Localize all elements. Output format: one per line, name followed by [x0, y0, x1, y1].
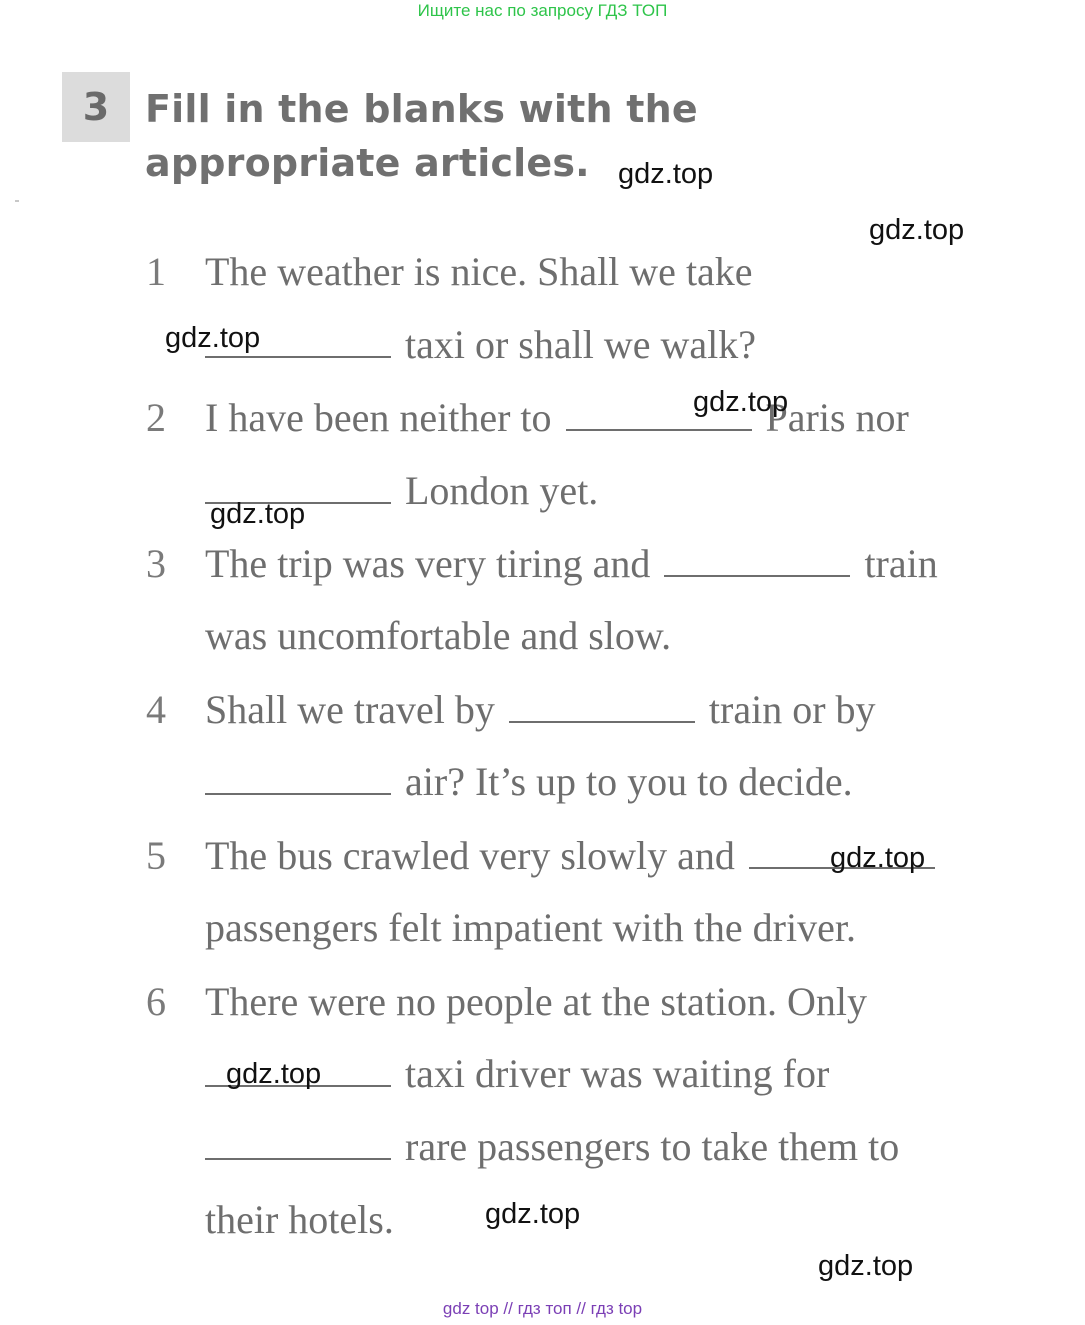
item-6-line-4: their hotels. — [205, 1197, 394, 1242]
item-4-text-before: Shall we travel by — [205, 687, 495, 732]
item-5-number: 5 — [146, 833, 166, 878]
item-6-line-1: There were no people at the station. Only — [205, 979, 867, 1024]
blank-4a[interactable] — [509, 691, 695, 723]
item-4-line-1 — [205, 686, 876, 734]
item-5-text-before: The bus crawled very slowly and — [205, 833, 735, 878]
item-1-line-1: The weather is nice. Shall we take — [205, 249, 753, 294]
blank-4b[interactable] — [205, 763, 391, 795]
watermark: gdz.top — [693, 386, 789, 418]
item-4-number: 4 — [146, 687, 166, 732]
item-2-number: 2 — [146, 395, 166, 440]
item-2-text-after: Paris nor — [765, 395, 909, 440]
item-2-line-1 — [205, 394, 909, 442]
item-4-text-after: train or by — [708, 687, 876, 732]
item-3-line-1 — [205, 540, 938, 588]
watermark: gdz.top — [618, 158, 714, 190]
watermark: gdz.top — [226, 1058, 322, 1090]
item-5-line-2: passengers felt impatient with the driver. — [205, 905, 856, 950]
exercise-number: 3 — [62, 72, 130, 142]
item-3-line-2: was uncomfortable and slow. — [205, 613, 672, 658]
item-2-line-2-text: London yet. — [405, 468, 599, 513]
item-3-number: 3 — [146, 541, 166, 586]
exercise-title: Fill in the blanks with the appropriate articles. — [145, 87, 698, 185]
search-banner[interactable]: Ищите нас по запросу ГДЗ ТОП — [417, 1, 668, 20]
watermark: gdz.top — [485, 1198, 581, 1230]
scan-speck — [15, 200, 19, 202]
blank-3[interactable] — [664, 545, 850, 577]
blank-6b[interactable] — [205, 1128, 391, 1160]
watermark: gdz.top — [830, 842, 926, 874]
watermark: gdz.top — [869, 214, 965, 246]
watermark: gdz.top — [210, 498, 306, 530]
footer-links[interactable]: gdz top // гдз топ // гдз top — [442, 1299, 643, 1318]
item-3-text-after: train — [864, 541, 938, 586]
item-5-line-1 — [205, 832, 939, 880]
item-1-number: 1 — [146, 249, 166, 294]
item-4-line-2-text: air? It’s up to you to decide. — [405, 759, 853, 804]
item-6-line-3-text: rare passengers to take them to — [405, 1124, 900, 1169]
item-1-line-2 — [205, 321, 756, 369]
item-2-text-before: I have been neither to — [205, 395, 552, 440]
watermark: gdz.top — [818, 1250, 914, 1282]
item-6-line-3 — [205, 1123, 899, 1171]
item-3-text-before: The trip was very tiring and — [205, 541, 651, 586]
item-1-text-after: taxi or shall we walk? — [405, 322, 756, 367]
item-4-line-2 — [205, 758, 853, 806]
item-6-number: 6 — [146, 979, 166, 1024]
watermark: gdz.top — [165, 322, 261, 354]
item-6-line-2-text: taxi driver was waiting for — [405, 1051, 830, 1096]
